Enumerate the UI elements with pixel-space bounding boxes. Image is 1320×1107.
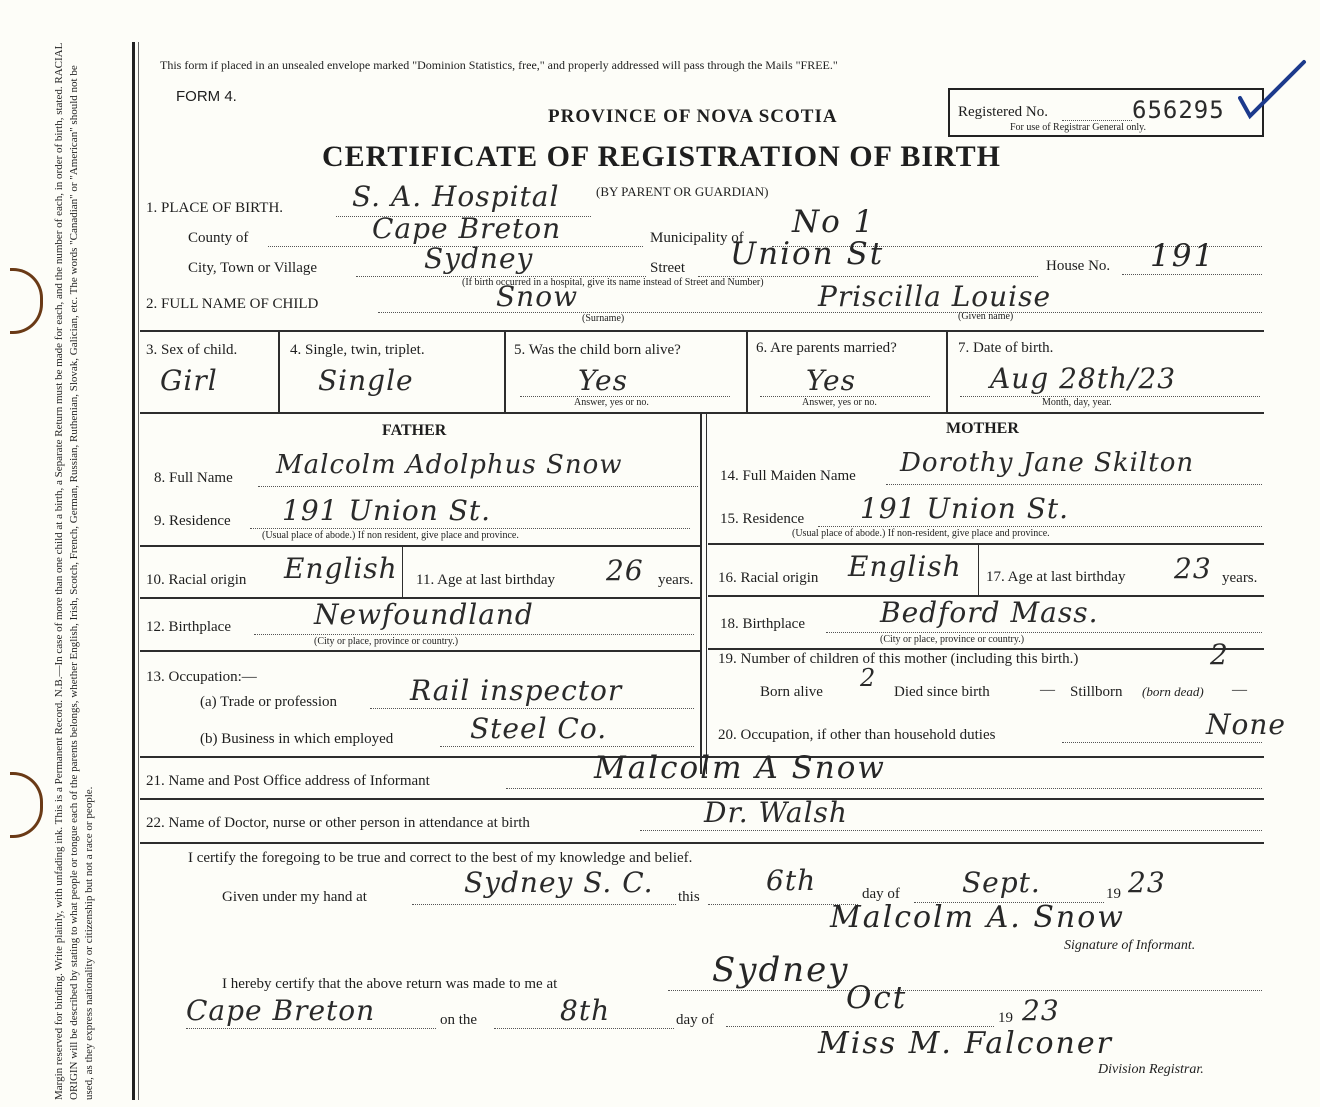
father-birthplace-value: Newfoundland	[314, 598, 534, 631]
place-of-birth-label: 1. PLACE OF BIRTH.	[146, 200, 284, 216]
father-birthplace-label: 12. Birthplace	[146, 619, 231, 635]
top-notice: This form if placed in an unsealed envelope marked "Dominion Statistics, free," and properly addressed will pass through the Mails "FREE."	[160, 58, 838, 72]
house-number-value: 191	[1150, 238, 1216, 274]
city-label: City, Town or Village	[188, 260, 318, 276]
mother-residence-note: (Usual place of abode.) If non-resident, give place and province.	[792, 528, 1050, 539]
registrar-signature: Miss M. Falconer	[818, 1026, 1113, 1061]
municipality-value: No 1	[792, 204, 876, 240]
informant-value: Malcolm A Snow	[594, 750, 886, 786]
informant-signature: Malcolm A. Snow	[830, 900, 1125, 935]
attendant-label: 22. Name of Doctor, nurse or other person in attendance at birth	[146, 815, 530, 831]
registrar-use-note: For use of Registrar General only.	[1010, 122, 1146, 133]
form-number: FORM 4.	[176, 88, 237, 105]
born-alive-count-label: Born alive	[760, 684, 823, 700]
mother-residence-value: 191 Union St.	[860, 492, 1070, 525]
mother-birthplace-value: Bedford Mass.	[880, 596, 1099, 629]
mother-age-value: 23	[1174, 552, 1212, 585]
registrar-year-prefix: 19	[998, 1010, 1013, 1026]
trade-label: (a) Trade or profession	[200, 694, 338, 710]
punch-hole-bottom	[10, 772, 43, 838]
county-label: County of	[188, 230, 249, 246]
day-of-label: day of	[862, 886, 900, 902]
children-count-value: 2	[1210, 638, 1229, 671]
binding-line	[132, 42, 135, 1100]
parents-married-label: 6. Are parents married?	[756, 340, 897, 356]
died-since-birth-value: —	[1040, 682, 1055, 698]
sex-value: Girl	[160, 364, 218, 397]
informant-signature-label: Signature of Informant.	[1064, 938, 1196, 953]
father-residence-label: 9. Residence	[154, 513, 231, 529]
mother-residence-label: 15. Residence	[720, 511, 805, 527]
stillborn-note: (born dead)	[1142, 684, 1204, 699]
mother-birthplace-note: (City or place, province or country.)	[880, 634, 1025, 645]
parents-married-note: Answer, yes or no.	[802, 397, 877, 408]
certificate-title: CERTIFICATE OF REGISTRATION OF BIRTH	[322, 140, 1001, 173]
mother-name-value: Dorothy Jane Skilton	[900, 448, 1195, 478]
father-age-value: 26	[606, 554, 644, 587]
father-birthplace-note: (City or place, province or country.)	[314, 636, 459, 647]
mother-occupation-label: 20. Occupation, if other than household duties	[718, 727, 996, 743]
registrar-signature-label: Division Registrar.	[1098, 1062, 1204, 1077]
date-of-birth-label: 7. Date of birth.	[958, 340, 1054, 356]
date-of-birth-value: Aug 28th/23	[990, 362, 1177, 395]
father-name-label: 8. Full Name	[154, 470, 233, 486]
plurality-value: Single	[318, 364, 414, 397]
given-name-note: (Given name)	[958, 311, 1014, 322]
attendant-value: Dr. Walsh	[704, 796, 848, 829]
house-number-label: House No.	[1046, 258, 1111, 274]
street-label: Street	[650, 260, 685, 276]
municipality-label: Municipality of	[650, 230, 744, 246]
father-name-value: Malcolm Adolphus Snow	[276, 450, 623, 480]
mother-birthplace-label: 18. Birthplace	[720, 616, 805, 632]
given-year-value: 23	[1128, 866, 1166, 899]
place-of-birth-value: S. A. Hospital	[352, 180, 560, 213]
mother-heading: MOTHER	[946, 420, 1019, 437]
sex-label: 3. Sex of child.	[146, 342, 238, 358]
mother-age-label: 17. Age at last birthday	[986, 569, 1126, 585]
registered-label: Registered No.	[958, 104, 1048, 120]
province-heading: PROVINCE OF NOVA SCOTIA	[548, 106, 838, 127]
child-name-label: 2. FULL NAME OF CHILD	[146, 296, 319, 312]
father-racial-origin-value: English	[284, 552, 398, 585]
registrar-day-of-label: day of	[676, 1012, 714, 1028]
informant-label: 21. Name and Post Office address of Informant	[146, 773, 430, 789]
registrar-day-value: 8th	[560, 994, 611, 1027]
mother-name-label: 14. Full Maiden Name	[720, 468, 856, 484]
employer-value: Steel Co.	[470, 712, 608, 745]
parents-married-value: Yes	[806, 364, 856, 397]
registrar-place-value: Sydney	[712, 950, 850, 990]
margin-note: Margin reserved for binding. Write plainly, with unfading ink. This is a Permanent Record. N.B.—In case of more than one child at a birth, a Separate Return must be made for each, and the number of each, in order of birth, stated. RACIAL ORIGIN will be described by stating to what people or tongue each of the parents belongs, whether English, Irish, Scotch, French, German, Russian, Ruthenian, Slovak, Galician, etc. The words "Canadian" or "American" should not be used, as they express nationality or citizenship but not a race or people.	[53, 43, 95, 1100]
by-parent-note: (BY PARENT OR GUARDIAN)	[596, 184, 769, 199]
father-residence-value: 191 Union St.	[282, 494, 492, 527]
father-racial-origin-label: 10. Racial origin	[146, 572, 247, 588]
mother-occupation-value: None	[1206, 708, 1286, 741]
born-alive-count-value: 2	[860, 664, 877, 692]
street-value: Union St	[730, 236, 885, 272]
on-the-label: on the	[440, 1012, 478, 1028]
certify-text: I certify the foregoing to be true and correct to the best of my knowledge and belief.	[188, 850, 693, 866]
registrar-year-value: 23	[1022, 994, 1060, 1027]
year-prefix: 19	[1106, 886, 1121, 902]
binding-line-inner	[138, 42, 139, 1100]
registrar-county-value: Cape Breton	[186, 994, 376, 1027]
died-since-birth-label: Died since birth	[894, 684, 990, 700]
surname-note: (Surname)	[582, 313, 625, 324]
check-mark-icon	[1238, 58, 1308, 128]
stillborn-value: —	[1232, 682, 1247, 698]
trade-value: Rail inspector	[410, 674, 623, 707]
given-day-value: 6th	[766, 864, 817, 897]
given-place-value: Sydney S. C.	[464, 866, 654, 899]
given-month-value: Sept.	[962, 866, 1041, 899]
father-age-label: 11. Age at last birthday	[416, 572, 555, 588]
mother-racial-origin-label: 16. Racial origin	[718, 570, 819, 586]
hospital-note: (If birth occurred in a hospital, give its name instead of Street and Number)	[462, 277, 764, 288]
children-count-label: 19. Number of children of this mother (including this birth.)	[718, 651, 1079, 667]
this-label: this	[678, 889, 700, 905]
born-alive-value: Yes	[578, 364, 628, 397]
city-value: Sydney	[424, 242, 534, 275]
date-of-birth-note: Month, day, year.	[1042, 397, 1112, 408]
born-alive-note: Answer, yes or no.	[574, 397, 649, 408]
child-given-name-value: Priscilla Louise	[818, 280, 1052, 313]
child-surname-value: Snow	[496, 280, 579, 313]
registrar-certify-text: I hereby certify that the above return was made to me at	[222, 976, 558, 992]
father-age-unit: years.	[658, 572, 694, 588]
stillborn-label: Stillborn	[1070, 684, 1123, 700]
given-under-label: Given under my hand at	[222, 889, 367, 905]
registered-number: 656295	[1132, 96, 1225, 124]
registrar-month-value: Oct	[846, 980, 908, 1016]
employer-label: (b) Business in which employed	[200, 731, 394, 747]
plurality-label: 4. Single, twin, triplet.	[290, 342, 425, 358]
mother-age-unit: years.	[1222, 570, 1258, 586]
punch-hole-top	[10, 268, 43, 334]
father-residence-note: (Usual place of abode.) If non resident, give place and province.	[262, 530, 519, 541]
born-alive-label: 5. Was the child born alive?	[514, 342, 681, 358]
father-heading: FATHER	[382, 422, 447, 439]
occupation-label: 13. Occupation:—	[146, 669, 257, 685]
county-value: Cape Breton	[372, 212, 562, 245]
mother-racial-origin-value: English	[848, 550, 962, 583]
